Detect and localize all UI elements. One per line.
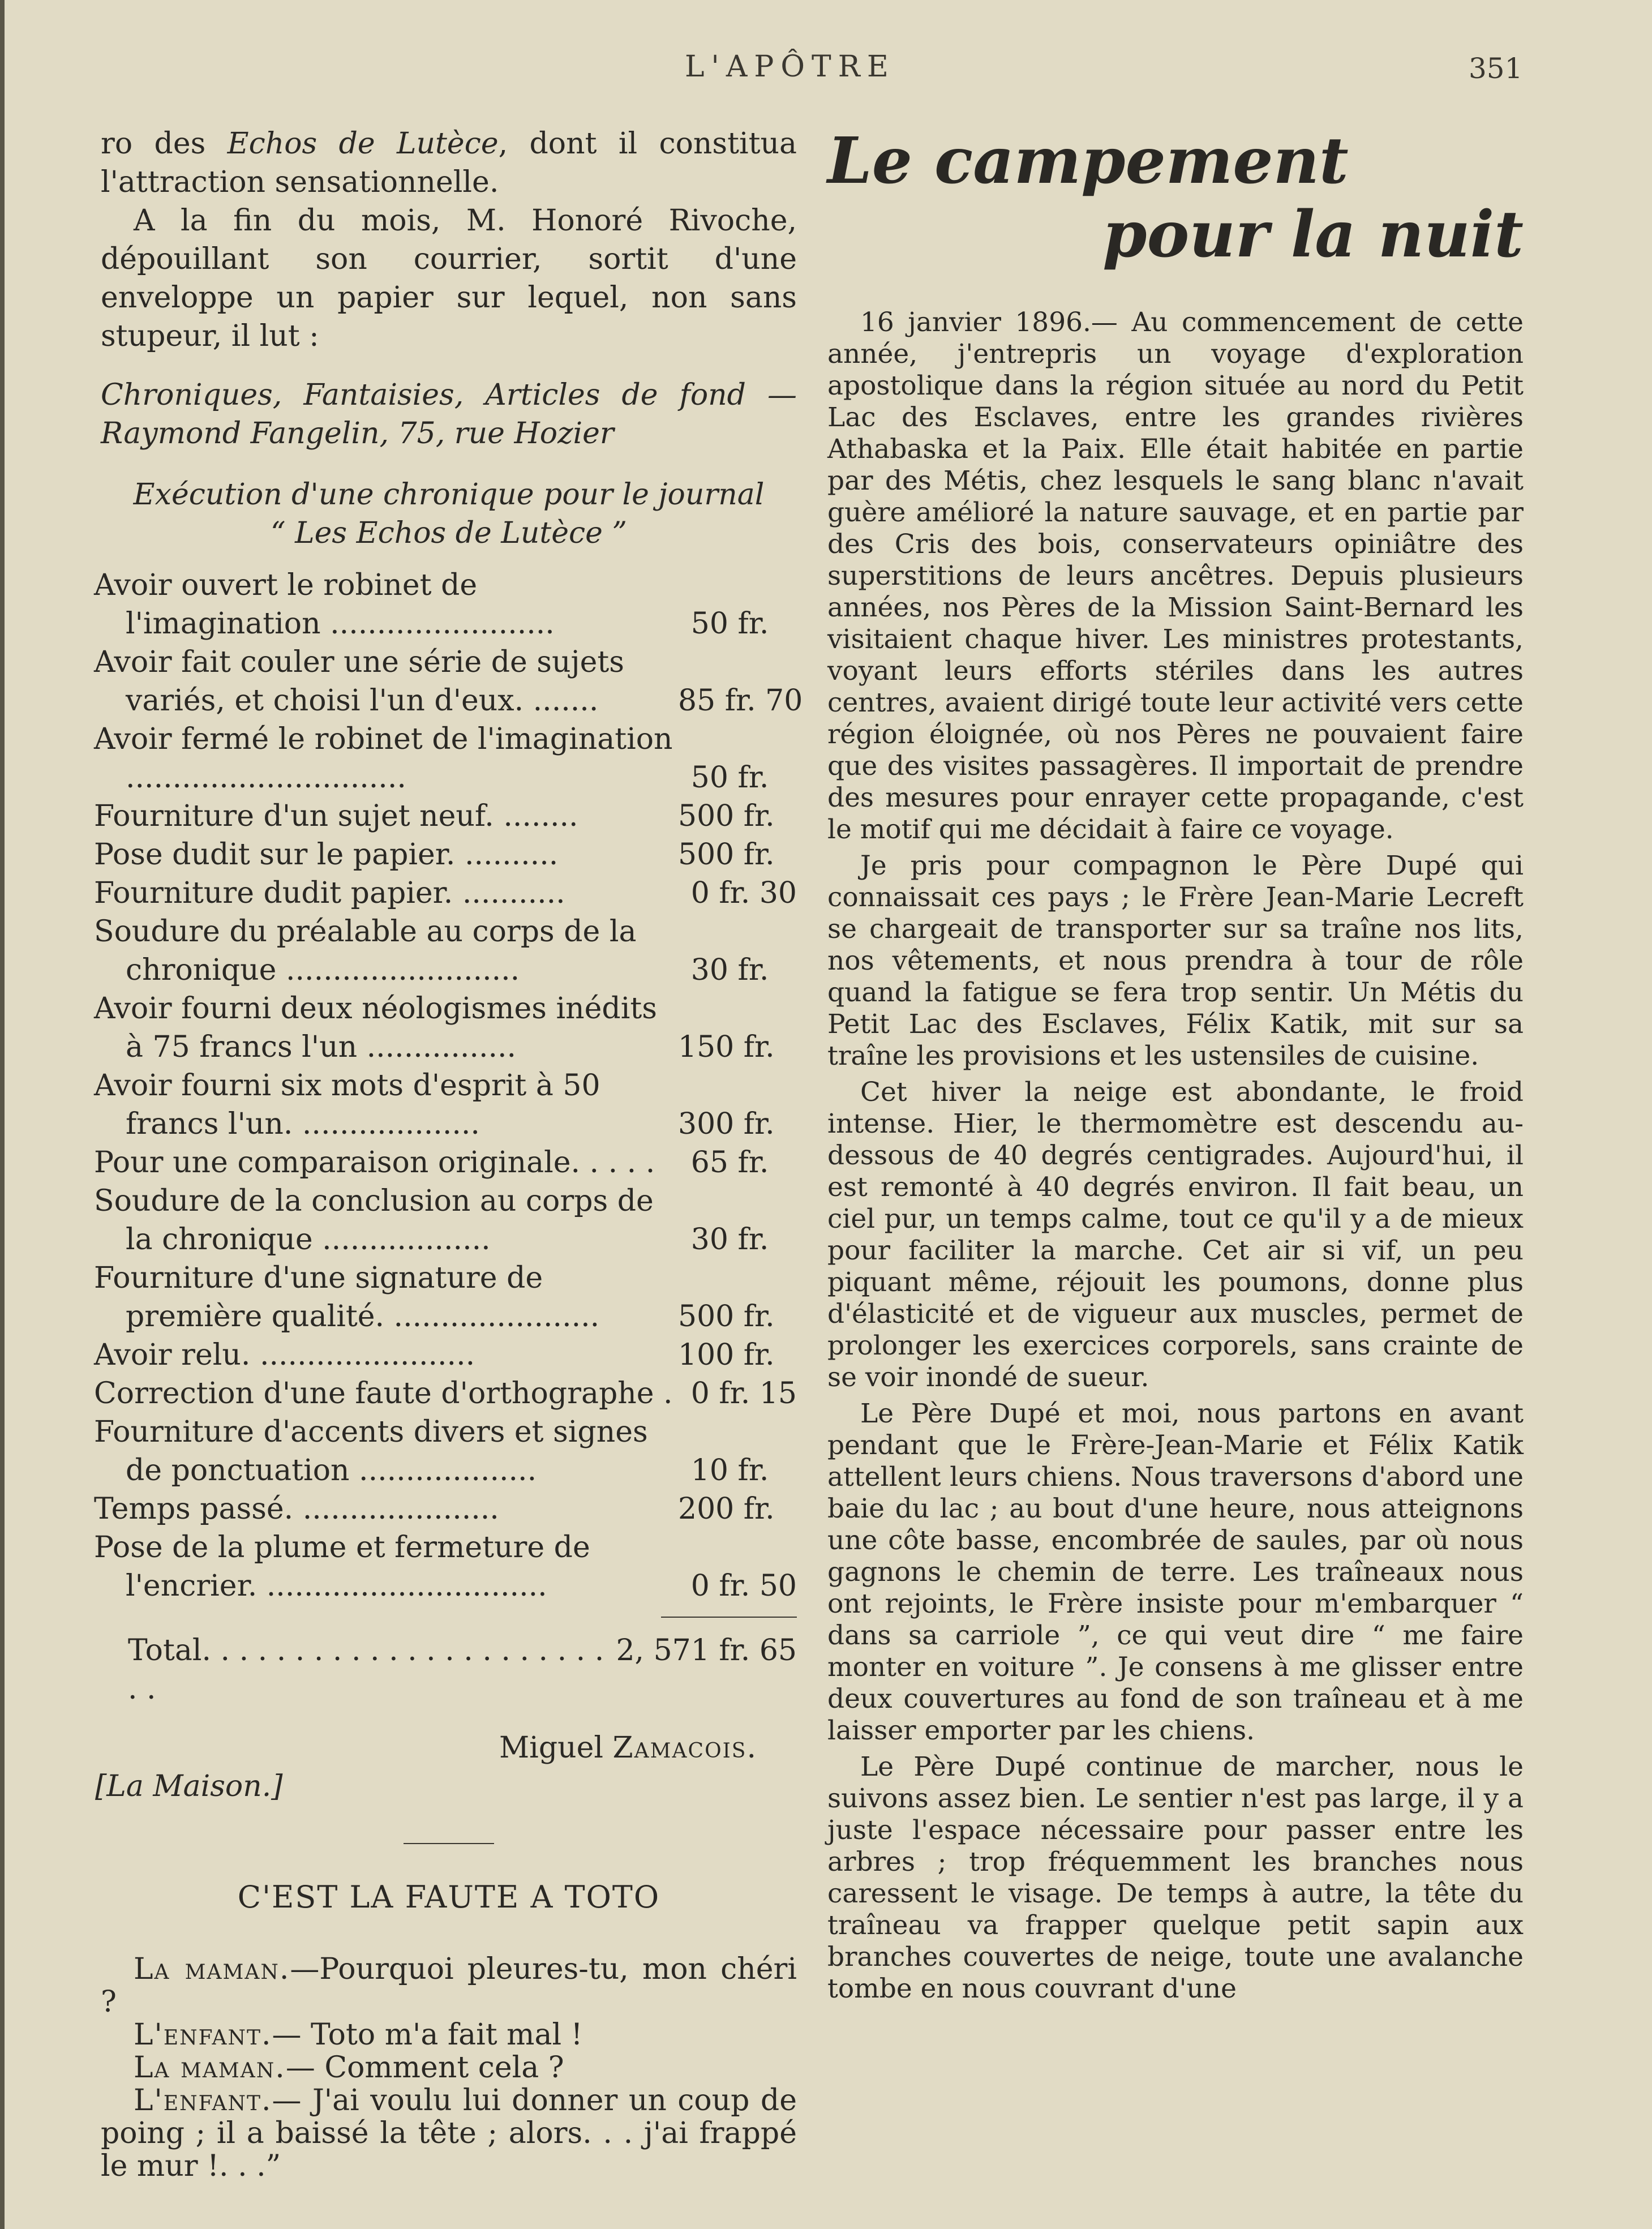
total-amount: 2, 571 fr. 65	[616, 1634, 797, 1668]
invoice-list	[94, 566, 803, 1605]
invoice-line-label: Fourniture d'accents divers et signes de ponctuation ...................	[94, 1415, 648, 1488]
invoice-line-amount: 150 fr.	[678, 1030, 803, 1064]
running-title: L'APÔTRE	[685, 50, 895, 84]
invoice-line-amount: 10 fr.	[690, 1454, 797, 1488]
dialogue-text: — Comment cela ?	[285, 2051, 564, 2085]
invoice-line-label: Temps passé. .....................	[94, 1492, 499, 1526]
anecdote-title: C'EST LA FAUTE A TOTO	[237, 1879, 660, 1915]
dialogue-line	[101, 2018, 797, 2051]
article-paragraph: Cet hiver la neige est abondante, le froid intense. Hier, le thermomètre est descendu au-dessous de 40 degrés centigrades. Aujourd'hui, il est remonté à 40 degrés environ. Il fait beau, un ciel pur, un temps calme, tout ce qu'il y a de mieux pour faciliter la marche. Cet air si vif, un peu piquant même, réjouit les poumons, donne plus d'élasticité et de vigueur aux muscles, permet de prolonger les exercices corporels, sans crainte de se voir inondé de sueur.	[827, 1077, 1524, 1393]
article-paragraph: Le Père Dupé et moi, nous partons en avant pendant que le Frère-Jean-Marie et Félix Katik attellent leurs chiens. Nous traversons d'abord une baie du lac ; au bout d'une heure, nous atteignons une côte basse, encombrée de saules, par où nous gagnons le chemin de terre. Les traîneaux nous ont rejoints, le Frère insiste pour m'embarquer “ dans sa carriole ”, ce qui veut dire “ me faire monter en voiture ”. Je consens à me glisser entre deux couvertures au fond de son traîneau et à me laisser emporter par les chiens.	[827, 1398, 1524, 1746]
invoice-line	[94, 912, 797, 989]
invoice-line-label: Avoir ouvert le robinet de l'imagination ........................	[94, 568, 555, 641]
invoice-line	[94, 643, 803, 720]
invoice-line	[94, 1490, 803, 1528]
section-separator	[404, 1843, 494, 1844]
invoice-line	[94, 989, 803, 1066]
page-edge-shadow	[0, 0, 5, 2229]
dialogue-text: — Toto m'a fait mal !	[272, 2018, 583, 2052]
execution-heading-line2: “ Les Echos de Lutèce ”	[270, 516, 628, 550]
invoice-line	[94, 566, 797, 643]
invoice-line	[94, 720, 797, 797]
invoice-line-label: Correction d'une faute d'orthographe .	[94, 1377, 673, 1411]
invoice-line-label: Pose dudit sur le papier. ..........	[94, 838, 559, 872]
invoice-line	[94, 874, 797, 912]
article-title	[827, 125, 1524, 272]
intro-text-start: ro des	[101, 127, 228, 161]
dialogue-line	[101, 1953, 797, 2018]
invoice-line-label: Avoir fermé le robinet de l'imagination ..............................	[94, 722, 673, 795]
invoice-line-label: Avoir relu. .......................	[94, 1338, 475, 1372]
intro-paragraph	[101, 125, 797, 202]
invoice-line-amount: 50 fr.	[690, 761, 797, 795]
invoice-line-amount: 500 fr.	[678, 799, 803, 833]
total-rule	[661, 1617, 797, 1618]
dialogue-line	[101, 2084, 797, 2183]
intro-text-end: , dont il constitua l'attraction sensationnelle.	[101, 127, 797, 199]
invoice-total	[101, 1631, 797, 1708]
invoice-line-amount: 200 fr.	[678, 1492, 803, 1526]
dialogue-text: — J'ai voulu lui donner un coup de poing ; il a baissé la tête ; alors. . . j'ai frappé le mur !. . .”	[101, 2084, 797, 2183]
article-title-line1: Le campement	[827, 124, 1349, 198]
right-column	[827, 125, 1524, 2009]
invoice-line	[94, 1413, 797, 1490]
invoice-line-amount: 0 fr. 15	[690, 1377, 797, 1411]
invoice-line	[94, 1336, 803, 1374]
invoice-line-label: Fourniture dudit papier. ...........	[94, 876, 565, 910]
letterhead: Chroniques, Fantaisies, Articles de fond — Raymond Fangelin, 75, rue Hozier	[101, 378, 797, 451]
dialogue-speaker: L'enfant.	[134, 2084, 272, 2117]
invoice-line	[94, 835, 803, 874]
invoice-line-amount: 0 fr. 30	[690, 876, 797, 910]
signature-first-name: Miguel	[499, 1731, 613, 1765]
invoice-line-label: Avoir fait couler une série de sujets variés, et choisi l'un d'eux. .......	[94, 645, 624, 718]
dialogue-speaker: La maman.	[134, 1952, 290, 1986]
invoice-line-label: Avoir fourni six mots d'esprit à 50 francs l'un. ...................	[94, 1069, 600, 1141]
source-citation: [La Maison.]	[95, 1769, 283, 1803]
execution-heading	[101, 475, 797, 552]
signature-last-name: Zamacois.	[612, 1731, 757, 1765]
page-number: 351	[1469, 52, 1523, 85]
invoice-line	[94, 1374, 797, 1413]
dialogue	[101, 1953, 797, 2183]
article-paragraph: Je pris pour compagnon le Père Dupé qui connaissait ces pays ; le Frère Jean-Marie Lecreft se chargeait de transporter sur sa traîne nos lits, nos vêtements, et nous prendra à tour de rôle quand la fatigue se fera trop sentir. Un Métis du Petit Lac des Esclaves, Félix Katik, mit sur sa traîne les provisions et les ustensiles de cuisine.	[827, 850, 1524, 1071]
rivoche-paragraph: A la fin du mois, M. Honoré Rivoche, dépouillant son courrier, sortit d'une enveloppe un papier sur lequel, non sans stupeur, il lut :	[101, 204, 797, 353]
invoice-line-label: Pour une comparaison originale. . . . .	[94, 1146, 655, 1180]
invoice-line-amount: 0 fr. 50	[690, 1569, 797, 1603]
dialogue-speaker: La maman.	[134, 2051, 286, 2085]
article-title-line2: pour la nuit	[1102, 198, 1524, 272]
invoice-line-amount: 100 fr.	[678, 1338, 803, 1372]
left-column	[94, 125, 803, 2183]
invoice-line-label: Soudure de la conclusion au corps de la chronique ..................	[94, 1184, 654, 1257]
invoice-line-amount: 30 fr.	[690, 1223, 797, 1257]
invoice-line-amount: 65 fr.	[690, 1146, 797, 1180]
invoice-line-amount: 500 fr.	[678, 1300, 803, 1334]
signature	[101, 1729, 797, 1767]
invoice-line-label: Pose de la plume et fermeture de l'encrier. ..............................	[94, 1531, 590, 1603]
invoice-line	[94, 1182, 797, 1259]
invoice-line-label: Fourniture d'un sujet neuf. ........	[94, 799, 578, 833]
invoice-line-amount: 300 fr.	[678, 1107, 803, 1141]
article-paragraph: Le Père Dupé continue de marcher, nous le suivons assez bien. Le sentier n'est pas large, il y a juste l'espace nécessaire pour passer entre les arbres ; trop fréquemment les branches nous caressent le visage. De temps à autre, la tête du traîneau va frapper quelque petit sapin aux branches couvertes de neige, toute une avalanche tombe en nous couvrant d'une	[827, 1751, 1524, 2004]
invoice-line-label: Soudure du préalable au corps de la chronique .........................	[94, 915, 637, 987]
article-paragraph: 16 janvier 1896.— Au commencement de cette année, j'entrepris un voyage d'exploration apostolique dans la région située au nord du Petit Lac des Esclaves, entre les grandes rivières Athabaska et la Paix. Elle était habitée en partie par des Métis, chez lesquels le sang blanc n'avait guère amélioré la nature sauvage, et en partie par des Cris des bois, conservateurs opiniâtre des superstitions de leurs ancêtres. Depuis plusieurs années, nos Pères de la Mission Saint-Bernard les visitaient chaque hiver. Les ministres protestants, voyant leurs efforts stériles dans les autres centres, avaient dirigé toute leur activité vers cette région éloignée, où nos Pères ne pouvaient faire que des visites passagères. Il importait de prendre des mesures pour enrayer cette propagande, c'est le motif qui me décidait à faire ce voyage.	[827, 307, 1524, 845]
invoice-line	[94, 1143, 797, 1182]
dialogue-text: —Pourquoi pleures-tu, mon chéri ?	[101, 1952, 797, 2019]
intro-journal-name: Echos de Lutèce	[227, 127, 499, 161]
invoice-line	[94, 1259, 803, 1336]
invoice-line-amount: 85 fr. 70	[678, 684, 803, 718]
invoice-line-label: Avoir fourni deux néologismes inédits à 75 francs l'un ................	[94, 992, 657, 1064]
article-body	[827, 307, 1524, 2005]
dialogue-speaker: L'enfant.	[134, 2018, 272, 2052]
invoice-line	[94, 1528, 797, 1605]
invoice-line-label: Fourniture d'une signature de première qualité. ......................	[94, 1261, 600, 1334]
invoice-line-amount: 50 fr.	[690, 607, 797, 641]
invoice-line	[94, 797, 803, 835]
invoice-line-amount: 30 fr.	[690, 953, 797, 987]
total-label: Total. . . . . . . . . . . . . . . . . . . . . . . .	[128, 1634, 604, 1706]
invoice-line-amount: 500 fr.	[678, 838, 803, 872]
dialogue-line	[101, 2051, 797, 2084]
invoice-line	[94, 1066, 803, 1143]
execution-heading-line1: Exécution d'une chronique pour le journal	[133, 478, 765, 512]
